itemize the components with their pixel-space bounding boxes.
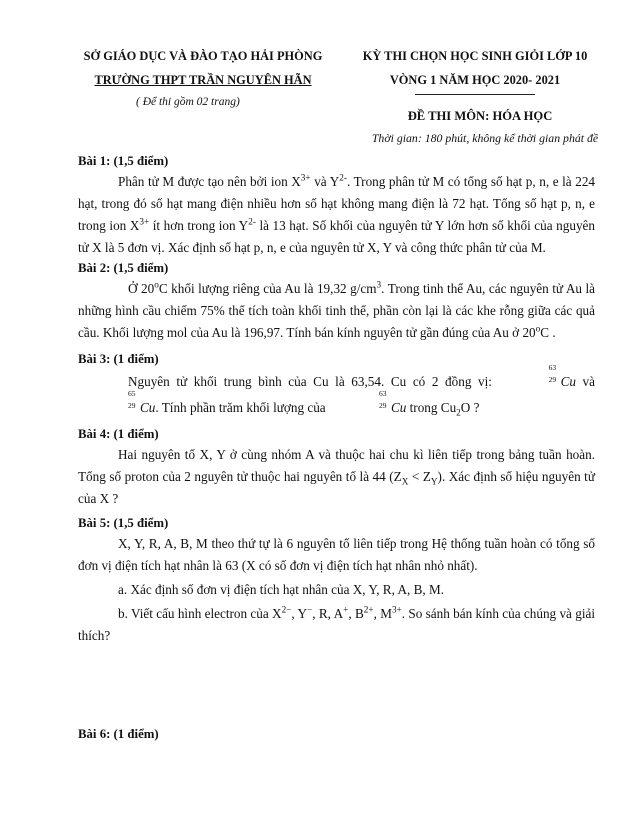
question-5-part-b: b. Viết cấu hình electron của $X^{2-}$, Y−, R, A+, $B^{2+}$, $M^{3+}$. So sánh bán kính của chúng và giải thích? (78, 604, 595, 643)
page-count-note: ( Để thi gồm 02 trang) (136, 96, 240, 108)
department-name: SỞ GIÁO DỤC VÀ ĐÀO TẠO HẢI PHÒNG (83, 49, 323, 63)
time-note: Thời gian: 180 phút, không kể thời gian phát đề (371, 131, 599, 145)
round-year: VÒNG 1 NĂM HỌC 2020- 2021 (389, 73, 561, 87)
question-3-title: Bài 3: (1 điểm) (78, 352, 159, 366)
header-right (345, 44, 605, 95)
school-name: TRƯỜNG THPT TRẦN NGUYÊN HÃN (94, 73, 312, 87)
isotope-cu-63: 63 29 Cu (548, 363, 576, 389)
exam-content (78, 152, 595, 744)
question-1-body: Phân tử M được tạo nên bởi ion $X^{3+}$ và $Y^{2-}$. Trong phân tử M có tổng số hạt p, n, e là 224 hạt, trong đó số hạt mang điện nhiều hơn số hạt không mang điện là 72 hạt. Tổng số hạt p, n, e trong ion $X^{3+}$ ít hơn trong ion $Y^{2-}$ là 13 hạt. Số khối của nguyên tử Y lớn hơn số khối của nguyên tử X là 5 đơn vị. Xác định số hạt p, n, e của nguyên tử X, Y và công thức phân tử của M. (78, 172, 596, 255)
question-5-title: Bài 5: (1,5 điểm) (78, 516, 169, 530)
question-3-body: Nguyên tử khối trung bình của Cu là 63,54. Cu có 2 đồng vị: 63 29 Cu và 65 29 Cu. Tính phần trăm khối lượng của 63 29 Cu trong $Cu_2O$ ? (78, 369, 595, 421)
exam-subject-title: ĐỀ THI MÔN: HÓA HỌC (407, 109, 553, 123)
header-left (78, 44, 328, 92)
question-6-title: Bài 6: (1 điểm) (78, 727, 159, 741)
isotope-cu-63-ref: 63 29 Cu (378, 389, 407, 415)
question-5-part-a: a. Xác định số đơn vị điện tích hạt nhân của X, Y, R, A, B, M. (118, 582, 444, 597)
question-4-body: Hai nguyên tố X, Y ở cùng nhóm A và thuộc hai chu kì liên tiếp trong bảng tuần hoàn. Tổng số proton của 2 nguyên tử thuộc hai nguyên tố là 44 $(Z_X < Z_Y)$. Xác định số hiệu nguyên tử của X ? (78, 447, 595, 506)
header-divider (415, 94, 535, 95)
blank-space (78, 647, 595, 725)
question-5-intro: X, Y, R, A, B, M theo thứ tự là 6 nguyên tố liên tiếp trong Hệ thống tuần hoàn có tổng số đơn vị điện tích hạt nhân là 63 (X có số đơn vị điện tích hạt nhân nhỏ nhất). (78, 536, 595, 573)
question-2-body: Ở 20$^o$C khối lượng riêng của Au là 19,32 $g/cm^3$. Trong tinh thể Au, các nguyên tử Au là những hình cầu chiếm 75% thể tích toàn khối tinh thể, phần còn lại là các khe rỗng giữa các quả cầu. Khối lượng mol của Au là 196,97. Tính bán kính nguyên tử gần đúng của Au ở 20$^o$C . (78, 279, 596, 340)
question-4-title: Bài 4: (1 điểm) (78, 427, 159, 441)
contest-name: KỲ THI CHỌN HỌC SINH GIỎI LỚP 10 (362, 49, 588, 63)
question-2-title: Bài 2: (1,5 điểm) (78, 261, 169, 275)
isotope-cu-65: 65 29 Cu (128, 389, 156, 415)
question-1-title: Bài 1: (1,5 điểm) (78, 154, 169, 168)
